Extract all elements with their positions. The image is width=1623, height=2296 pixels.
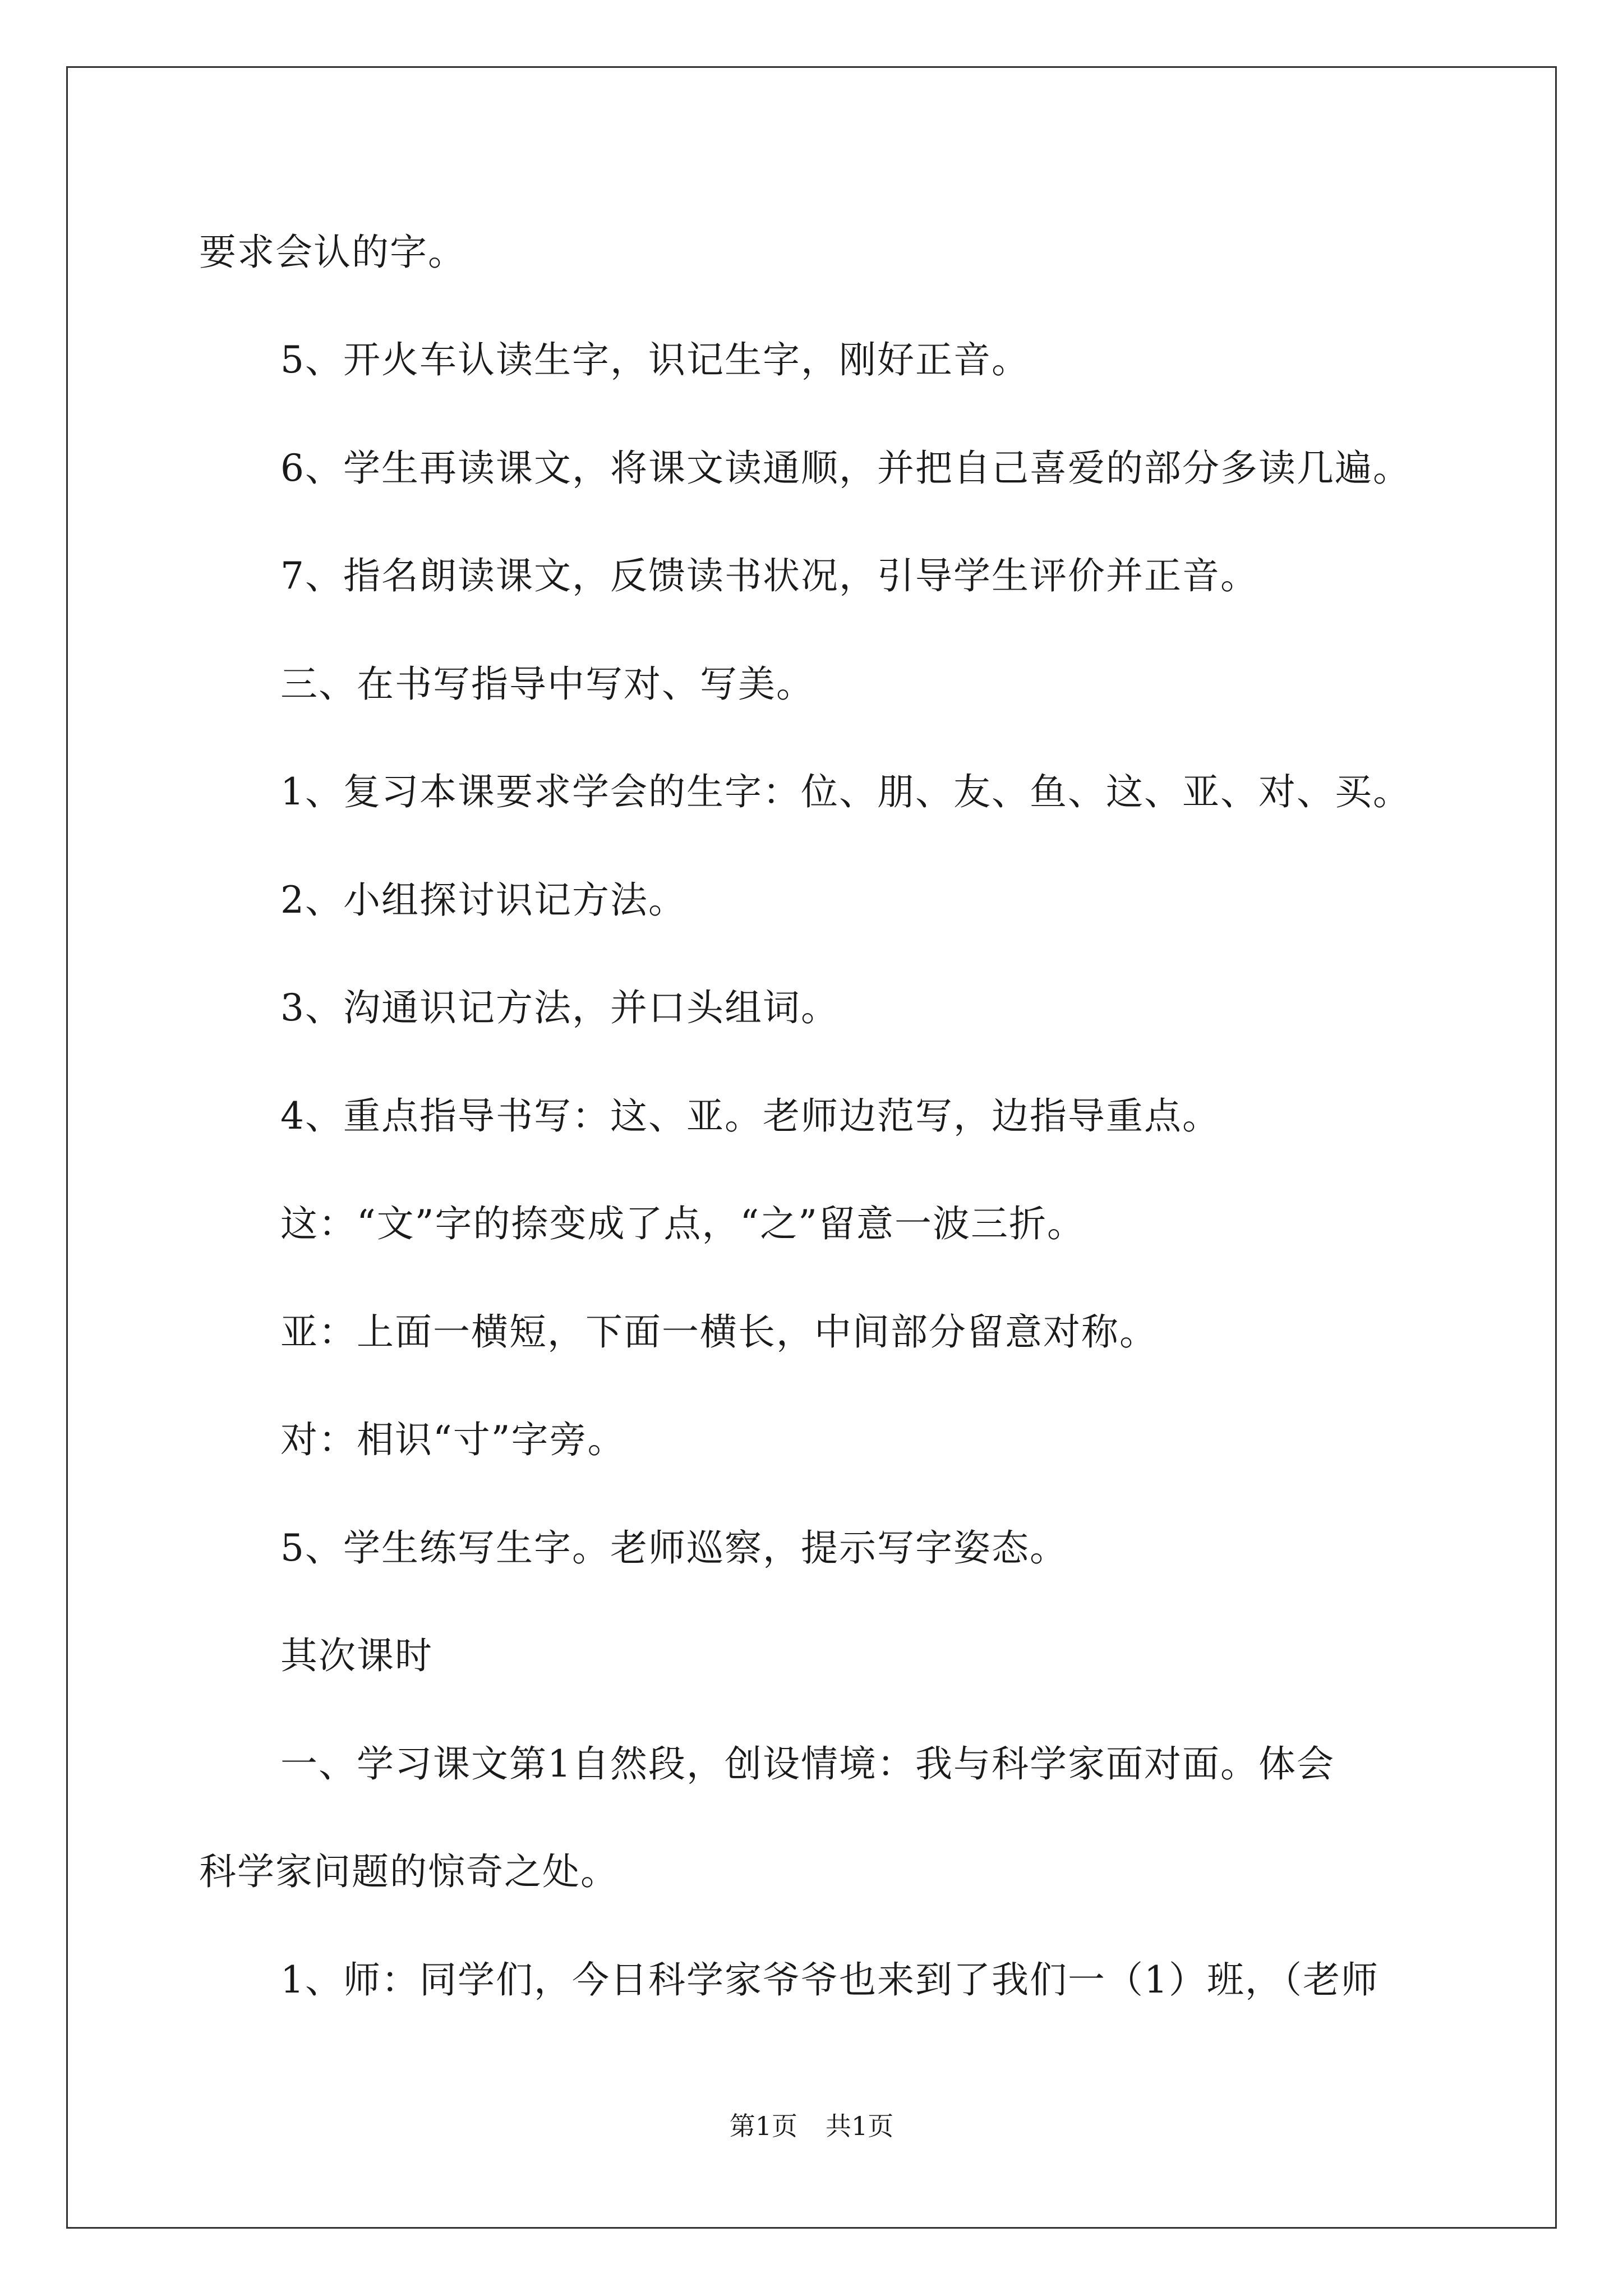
section-heading: 其次课时 bbox=[280, 1634, 433, 1677]
text-line: 1、师：同学们，今日科学家爷爷也来到了我们一（1）班，（老师 bbox=[280, 1958, 1379, 2001]
page-number: 第1页 bbox=[729, 2111, 797, 2141]
text-line: 3、沟通识记方法，并口头组词。 bbox=[280, 986, 839, 1029]
text-line: 科学家问题的惊奇之处。 bbox=[199, 1850, 619, 1893]
page-border bbox=[66, 66, 1557, 2229]
text-line: 1、复习本课要求学会的生字：位、朋、友、鱼、这、亚、对、买。 bbox=[280, 770, 1411, 813]
text-line: 4、重点指导书写：这、亚。老师边范写，边指导重点。 bbox=[280, 1094, 1220, 1138]
text-line: 6、学生再读课文，将课文读通顺，并把自己喜爱的部分多读几遍。 bbox=[280, 447, 1411, 490]
section-heading: 三、在书写指导中写对、写美。 bbox=[280, 662, 814, 706]
text-line: 2、小组探讨识记方法。 bbox=[280, 878, 686, 922]
text-line: 亚：上面一横短，下面一横长，中间部分留意对称。 bbox=[280, 1310, 1158, 1354]
text-line: 这：“文”字的捺变成了点，“之”留意一波三折。 bbox=[280, 1202, 1085, 1245]
text-line: 对：相识“寸”字旁。 bbox=[280, 1418, 626, 1461]
text-line: 5、开火车认读生字，识记生字，刚好正音。 bbox=[280, 338, 1030, 381]
text-line: 一、学习课文第1自然段，创设情境：我与科学家面对面。体会 bbox=[280, 1742, 1335, 1786]
text-line: 要求会认的字。 bbox=[199, 231, 466, 274]
text-line: 7、指名朗读课文，反馈读书状况，引导学生评价并正音。 bbox=[280, 554, 1258, 597]
page-footer bbox=[0, 2109, 1623, 2143]
text-line: 5、学生练写生字。老师巡察，提示写字姿态。 bbox=[280, 1526, 1068, 1570]
page-total: 共1页 bbox=[826, 2111, 894, 2141]
